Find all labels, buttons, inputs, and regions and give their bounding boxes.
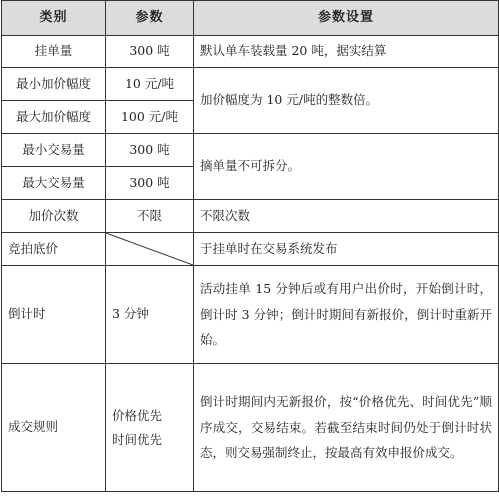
parameter-table <box>1 0 499 492</box>
row-param: 100 元/吨 <box>106 101 194 134</box>
row-setting: 于挂单时在交易系统发布 <box>194 233 499 266</box>
table-row <box>2 200 499 233</box>
header-setting: 参数设置 <box>194 1 499 36</box>
row-category: 最大交易量 <box>2 167 106 200</box>
row-param <box>106 364 194 492</box>
row-category: 倒计时 <box>2 266 106 364</box>
row-setting: 摘单量不可拆分。 <box>194 134 499 200</box>
row-setting: 默认单车装载量 20 吨，据实结算 <box>194 36 499 68</box>
header-param: 参数 <box>106 1 194 36</box>
param-line-1: 价格优先 <box>112 407 163 423</box>
table-row <box>2 233 499 266</box>
table-row <box>2 36 499 68</box>
row-setting: 加价幅度为 10 元/吨的整数倍。 <box>194 68 499 134</box>
row-param: 300 吨 <box>106 134 194 167</box>
row-param-diagonal <box>106 233 194 266</box>
diagonal-line <box>106 233 193 265</box>
row-category: 竞拍底价 <box>2 233 106 266</box>
row-param: 300 吨 <box>106 167 194 200</box>
row-setting: 倒计时期间内无新报价，按“价格优先、时间优先”顺序成交，交易结束。若截至结束时间仍处于倒计时状态，则交易强制终止，按最高有效申报价成交。 <box>194 364 499 492</box>
row-param: 10 元/吨 <box>106 68 194 101</box>
row-setting: 不限次数 <box>194 200 499 233</box>
row-category: 最小加价幅度 <box>2 68 106 101</box>
table-header-row <box>2 1 499 36</box>
table-row <box>2 68 499 101</box>
header-category: 类别 <box>2 1 106 36</box>
row-category: 加价次数 <box>2 200 106 233</box>
row-category: 最小交易量 <box>2 134 106 167</box>
row-param: 不限 <box>106 200 194 233</box>
row-setting: 活动挂单 15 分钟后或有用户出价时，开始倒计时，倒计时 3 分钟；倒计时期间有新报价，倒计时重新开始。 <box>194 266 499 364</box>
row-category: 成交规则 <box>2 364 106 492</box>
param-line-2: 时间优先 <box>112 431 163 447</box>
row-category: 最大加价幅度 <box>2 101 106 134</box>
table-row <box>2 134 499 167</box>
row-param: 300 吨 <box>106 36 194 68</box>
table-row <box>2 364 499 492</box>
row-param: 3 分钟 <box>106 266 194 364</box>
row-category: 挂单量 <box>2 36 106 68</box>
table-row <box>2 266 499 364</box>
